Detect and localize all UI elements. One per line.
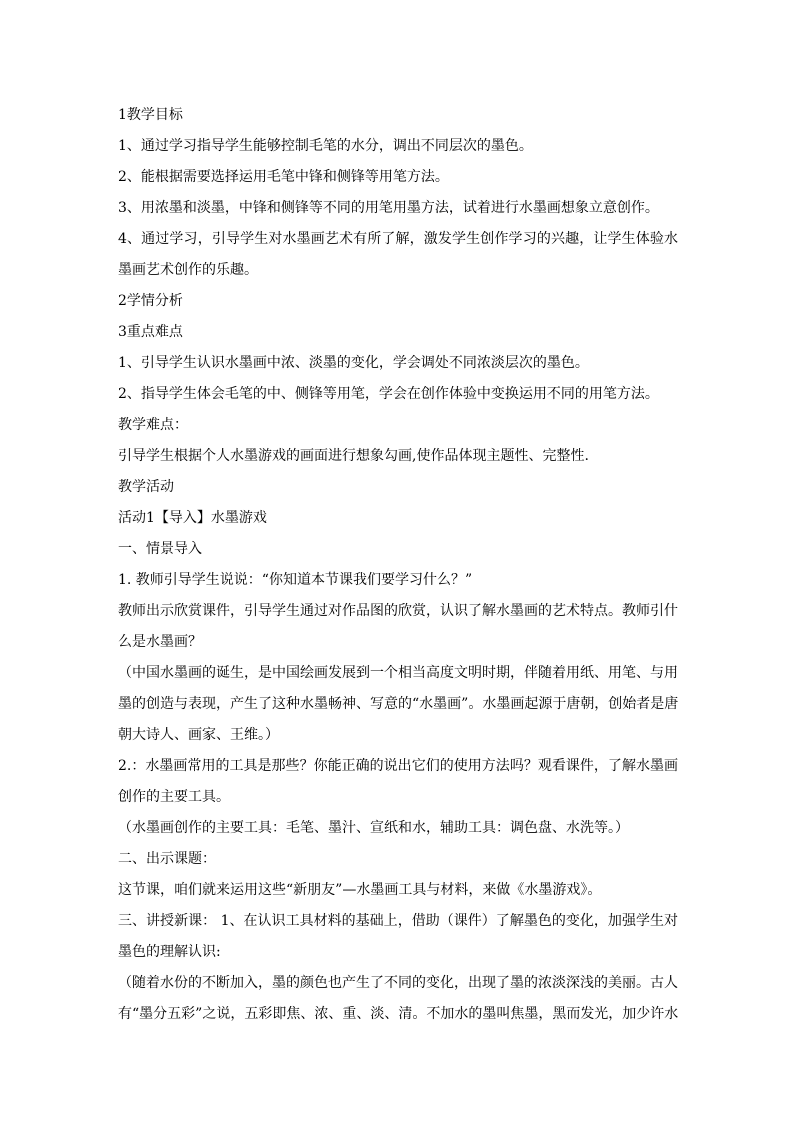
paragraph-line: 么是水墨画？ (118, 634, 202, 650)
paragraph-line: 这节课，咱们就来运用这些“新朋友”—水墨画工具与材料，来做《水墨游戏》。 (118, 882, 602, 898)
activities-heading: 教学活动 (118, 479, 174, 495)
paragraph-line: 墨色的理解认识: (118, 944, 221, 960)
objective-item-1: 1、通过学习指导学生能够控制毛笔的水分，调出不同层次的墨色。 (118, 138, 533, 154)
paragraph-line: （随着水份的不断加入，墨的颜色也产生了不同的变化，出现了墨的浓淡深浅的美丽。古人 (118, 975, 678, 991)
key-point-item-1: 1、引导学生认识水墨画中浓、淡墨的变化，学会调处不同浓淡层次的墨色。 (118, 355, 589, 371)
paragraph-line: （水墨画创作的主要工具：毛笔、墨汁、宣纸和水，辅助工具：调色盘、水洗等。） (118, 820, 629, 836)
paragraph-line: 朝大诗人、画家、王维。） (118, 727, 279, 743)
section-heading-key-points: 3重点难点 (118, 324, 183, 340)
paragraph-line: 创作的主要工具。 (118, 789, 230, 805)
document-body (118, 100, 678, 1030)
objective-item-2: 2、能根据需要选择运用毛笔中锋和侧锋等用笔方法。 (118, 169, 449, 185)
paragraph-line: （中国水墨画的诞生，是中国绘画发展到一个相当高度文明时期，伴随着用纸、用笔、与用 (118, 665, 678, 681)
difficulty-text: 引导学生根据个人水墨游戏的画面进行想象勾画,使作品体现主题性、完整性. (118, 448, 589, 464)
section-heading-analysis: 2学情分析 (118, 293, 183, 309)
section-heading-objectives: 1教学目标 (118, 107, 183, 123)
paragraph-line: 教师出示欣赏课件，引导学生通过对作品图的欣赏，认识了解水墨画的艺术特点。教师引什 (118, 603, 678, 619)
objective-item-4-continued: 墨画艺术创作的乐趣。 (118, 262, 258, 278)
paragraph-line: 墨的创造与表现，产生了这种水墨畅神、写意的“水墨画”。水墨画起源于唐朝，创始者是唐 (118, 696, 678, 712)
key-point-item-2: 2、指导学生体会毛笔的中、侧锋等用笔，学会在创作体验中变换运用不同的用笔方法。 (118, 386, 659, 402)
step-3-heading: 三、讲授新课： 1、在认识工具材料的基础上，借助（课件）了解墨色的变化，加强学生对 (118, 913, 678, 929)
activity-1-title: 活动1【导入】水墨游戏 (118, 510, 267, 526)
step-2-heading: 二、出示课题： (118, 851, 216, 867)
paragraph-line: 1. 教师引导学生说说：“你知道本节课我们要学习什么？” (118, 572, 473, 588)
objective-item-4: 4、通过学习，引导学生对水墨画艺术有所了解，激发学生创作学习的兴趣，让学生体验水 (118, 231, 678, 247)
objective-item-3: 3、用浓墨和淡墨，中锋和侧锋等不同的用笔用墨方法，试着进行水墨画想象立意创作。 (118, 200, 659, 216)
paragraph-line: 2.：水墨画常用的工具是那些？你能正确的说出它们的使用方法吗？观看课件，了解水墨画 (118, 758, 678, 774)
difficulty-heading: 教学难点： (118, 417, 188, 433)
paragraph-line: 有“墨分五彩”之说，五彩即焦、浓、重、淡、清。不加水的墨叫焦墨，黑而发光，加少许水 (118, 1006, 678, 1022)
step-1-heading: 一、情景导入 (118, 541, 202, 557)
